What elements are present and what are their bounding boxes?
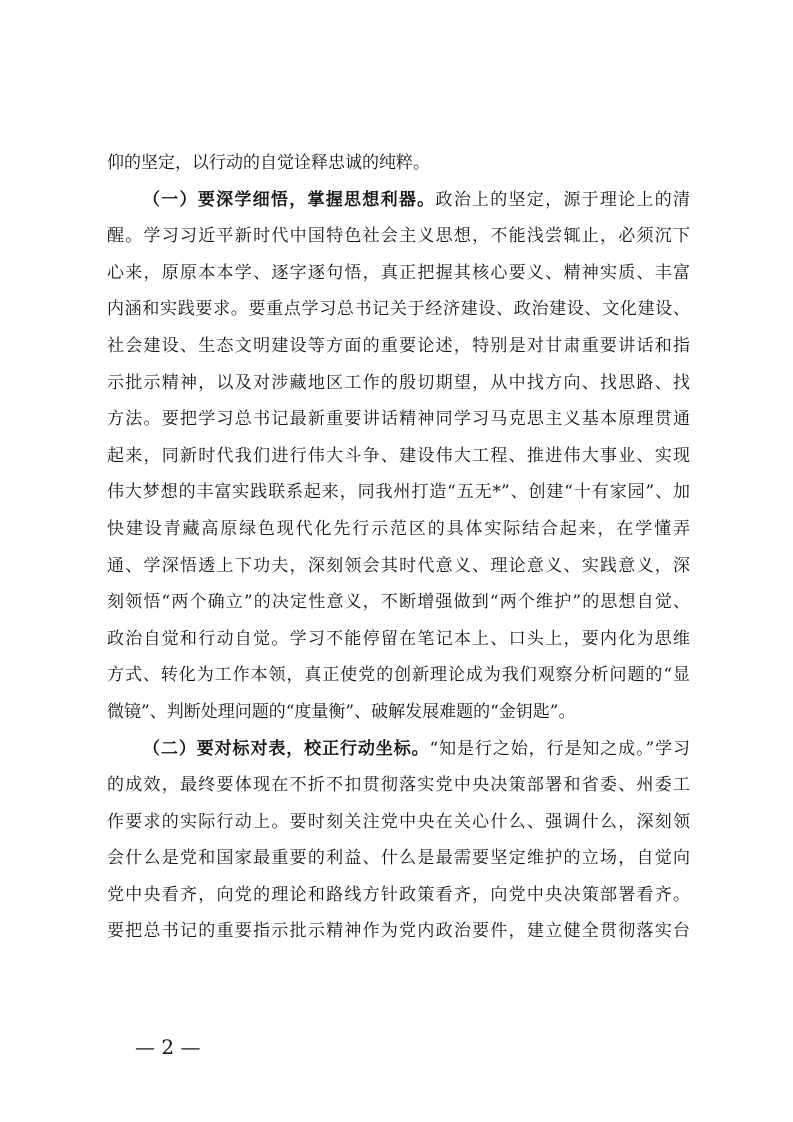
section-heading: （一）要深学细悟，掌握思想利器。 (143, 189, 436, 210)
body-text (107, 145, 690, 950)
section-1 (107, 182, 690, 731)
section-first-line (107, 731, 690, 768)
paragraph-line: 伟大梦想的丰富实践联系起来，同我州打造“五无*”、创建“十有家园”、加 (107, 482, 690, 503)
paragraph-line: 方法。要把学习总书记最新重要讲话精神同学习马克思主义基本原理贯通 (107, 409, 690, 430)
paragraph-line: 起来，同新时代我们进行伟大斗争、建设伟大工程、推进伟大事业、实现 (107, 445, 690, 466)
paragraph-line: 示批示精神，以及对涉藏地区工作的殷切期望，从中找方向、找思路、找 (107, 372, 690, 393)
paragraph-line: 要把总书记的重要指示批示精神作为党内政治要件，建立健全贯彻落实台 (107, 921, 690, 942)
paragraph-line: 会什么是党和国家最重要的利益、什么是最需要坚定维护的立场，自觉向 (107, 848, 690, 869)
paragraph-line: 方式、转化为工作本领，真正使党的创新理论成为我们观察分析问题的“显 (107, 665, 690, 686)
paragraph-line: 通、学深悟透上下功夫，深刻领会其时代意义、理论意义、实践意义，深 (107, 555, 690, 576)
paragraph-line: 快建设青藏高原绿色现代化先行示范区的具体实际结合起来，在学懂弄 (107, 518, 690, 539)
paragraph-line: 作要求的实际行动上。要时刻关注党中央在关心什么、强调什么，深刻领 (107, 811, 690, 832)
section-heading: （二）要对标对表，校正行动坐标。 (143, 738, 430, 759)
paragraph-last-line: 微镜”、判断处理问题的“度量衡”、破解发展难题的“金钥匙”。 (107, 701, 576, 722)
section-first-line-text: “知是行之始，行是知之成。”学习 (429, 738, 690, 759)
paragraph-line: 的成效，最终要体现在不折不扣贯彻落实党中央决策部署和省委、州委工 (107, 775, 690, 796)
continuation-line: 仰的坚定，以行动的自觉诠释忠诚的纯粹。 (107, 153, 430, 173)
section-2 (107, 731, 690, 951)
paragraph-line: 刻领悟“两个确立”的决定性意义，不断增强做到“两个维护”的思想自觉、 (107, 592, 690, 613)
paragraph-line: 社会建设、生态文明建设等方面的重要论述，特别是对甘肃重要讲话和指 (107, 335, 690, 356)
paragraph-line: 醒。学习习近平新时代中国特色社会主义思想，不能浅尝辄止，必须沉下 (107, 226, 690, 247)
section-first-line (107, 182, 690, 219)
page-number: — 2 — (135, 1035, 201, 1059)
paragraph-line: 政治自觉和行动自觉。学习不能停留在笔记本上、口头上，要内化为思维 (107, 628, 690, 649)
paragraph-line: 心来，原原本本学、逐字逐句悟，真正把握其核心要义、精神实质、丰富 (107, 262, 690, 283)
paragraph-line: 党中央看齐，向党的理论和路线方针政策看齐，向党中央决策部署看齐。 (107, 884, 690, 905)
paragraph-line: 内涵和实践要求。要重点学习总书记关于经济建设、政治建设、文化建设、 (107, 299, 690, 320)
section-first-line-text: 政治上的坚定，源于理论上的清 (435, 189, 691, 210)
